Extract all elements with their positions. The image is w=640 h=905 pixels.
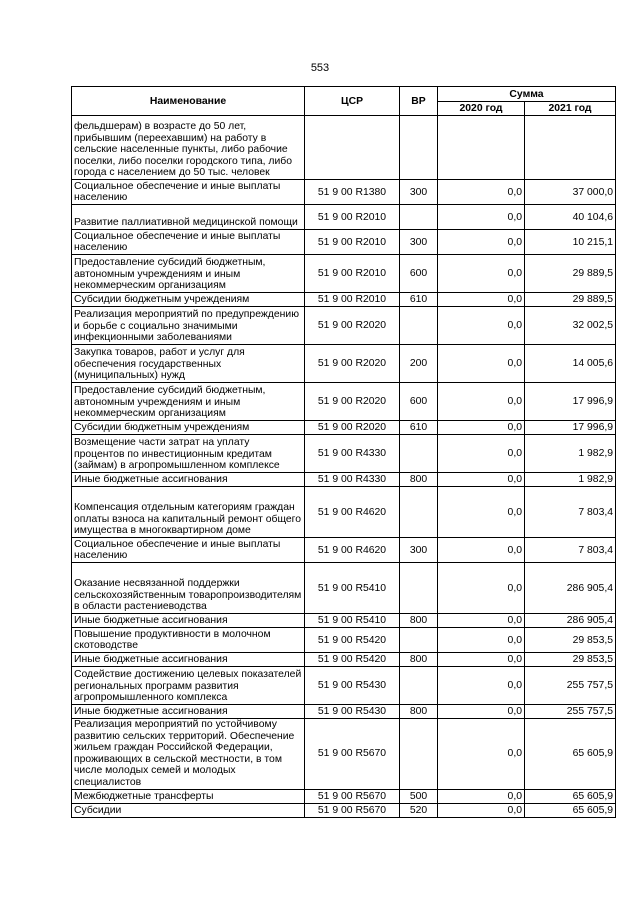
row-amount-2021-cell: 17 996,9 <box>525 383 616 421</box>
row-csr-cell: 51 9 00 R5670 <box>305 789 400 803</box>
row-amount-2021-cell: 29 853,5 <box>525 628 616 653</box>
row-csr-cell: 51 9 00 R4620 <box>305 538 400 563</box>
row-amount-2020-cell: 0,0 <box>438 205 525 230</box>
row-amount-2020-cell: 0,0 <box>438 614 525 628</box>
row-vr-cell: 600 <box>400 383 438 421</box>
row-name-cell: Иные бюджетные ассигнования <box>72 653 305 667</box>
row-name-cell: Оказание несвязанной поддержки сельскохозяйственным товаропроизводителям в области растениеводства <box>72 563 305 614</box>
table-row <box>72 719 616 790</box>
row-amount-2021-cell: 7 803,4 <box>525 487 616 538</box>
row-vr-cell: 610 <box>400 421 438 435</box>
row-amount-2020-cell: 0,0 <box>438 705 525 719</box>
row-name-cell: Закупка товаров, работ и услуг для обеспечения государственных (муниципальных) нужд <box>72 345 305 383</box>
row-vr-cell: 800 <box>400 473 438 487</box>
row-amount-2020-cell: 0,0 <box>438 628 525 653</box>
page-number: 553 <box>310 62 330 74</box>
row-csr-cell: 51 9 00 R4330 <box>305 473 400 487</box>
row-name-cell: Реализация мероприятий по предупреждению и борьбе с социально значимыми инфекционными заболеваниями <box>72 307 305 345</box>
row-csr-cell: 51 9 00 R5430 <box>305 705 400 719</box>
row-amount-2021-cell: 65 605,9 <box>525 719 616 790</box>
table-row <box>72 205 616 230</box>
row-csr-cell: 51 9 00 R2010 <box>305 205 400 230</box>
row-vr-cell: 520 <box>400 803 438 817</box>
header-vr: ВР <box>400 87 438 116</box>
row-amount-2021-cell: 255 757,5 <box>525 667 616 705</box>
row-amount-2020-cell: 0,0 <box>438 180 525 205</box>
row-amount-2020-cell: 0,0 <box>438 563 525 614</box>
row-amount-2020-cell <box>438 116 525 180</box>
row-vr-cell: 300 <box>400 230 438 255</box>
row-name-cell: Иные бюджетные ассигнования <box>72 614 305 628</box>
row-amount-2021-cell: 255 757,5 <box>525 705 616 719</box>
row-name-cell: Предоставление субсидий бюджетным, автономным учреждениям и иным некоммерческим организациям <box>72 383 305 421</box>
row-csr-cell: 51 9 00 R4330 <box>305 435 400 473</box>
row-name-cell: Предоставление субсидий бюджетным, автономным учреждениям и иным некоммерческим организациям <box>72 255 305 293</box>
row-amount-2020-cell: 0,0 <box>438 307 525 345</box>
table-row <box>72 180 616 205</box>
row-name-cell: Компенсация отдельным категориям граждан оплаты взноса на капитальный ремонт общего имущества в многоквартирном доме <box>72 487 305 538</box>
row-csr-cell: 51 9 00 R2010 <box>305 255 400 293</box>
row-csr-cell <box>305 116 400 180</box>
table-body <box>72 116 616 818</box>
row-amount-2020-cell: 0,0 <box>438 421 525 435</box>
table-row <box>72 653 616 667</box>
row-vr-cell <box>400 435 438 473</box>
table-row <box>72 667 616 705</box>
header-year-2021: 2021 год <box>525 102 616 116</box>
row-amount-2020-cell: 0,0 <box>438 293 525 307</box>
table-row <box>72 789 616 803</box>
row-csr-cell: 51 9 00 R5420 <box>305 628 400 653</box>
row-vr-cell <box>400 628 438 653</box>
row-name-cell: Межбюджетные трансферты <box>72 789 305 803</box>
row-csr-cell: 51 9 00 R5430 <box>305 667 400 705</box>
row-vr-cell: 610 <box>400 293 438 307</box>
row-amount-2021-cell: 29 889,5 <box>525 255 616 293</box>
row-amount-2020-cell: 0,0 <box>438 435 525 473</box>
row-amount-2020-cell: 0,0 <box>438 487 525 538</box>
row-amount-2021-cell: 65 605,9 <box>525 803 616 817</box>
row-csr-cell: 51 9 00 R2020 <box>305 345 400 383</box>
row-name-cell: Возмещение части затрат на уплату процентов по инвестиционным кредитам (займам) в агропромышленном комплексе <box>72 435 305 473</box>
table-row <box>72 421 616 435</box>
table-row <box>72 563 616 614</box>
row-csr-cell: 51 9 00 R1380 <box>305 180 400 205</box>
row-csr-cell: 51 9 00 R5670 <box>305 803 400 817</box>
row-csr-cell: 51 9 00 R2020 <box>305 383 400 421</box>
row-vr-cell: 300 <box>400 180 438 205</box>
table-row <box>72 473 616 487</box>
row-name-cell: Реализация мероприятий по устойчивому развитию сельских территорий. Обеспечение жильем граждан Российской Федерации, проживающих в сельской местности, в том числе молодых семей и молодых специалистов <box>72 719 305 790</box>
row-name-cell: Иные бюджетные ассигнования <box>72 705 305 719</box>
row-amount-2020-cell: 0,0 <box>438 255 525 293</box>
row-vr-cell: 800 <box>400 705 438 719</box>
row-csr-cell: 51 9 00 R2020 <box>305 421 400 435</box>
row-amount-2021-cell: 29 853,5 <box>525 653 616 667</box>
header-year-2020: 2020 год <box>438 102 525 116</box>
row-amount-2021-cell: 40 104,6 <box>525 205 616 230</box>
row-amount-2021-cell: 286 905,4 <box>525 614 616 628</box>
row-name-cell: Социальное обеспечение и иные выплаты населению <box>72 180 305 205</box>
row-name-cell: Повышение продуктивности в молочном скотоводстве <box>72 628 305 653</box>
row-name-cell: Иные бюджетные ассигнования <box>72 473 305 487</box>
row-vr-cell <box>400 667 438 705</box>
row-amount-2020-cell: 0,0 <box>438 719 525 790</box>
row-amount-2021-cell: 14 005,6 <box>525 345 616 383</box>
row-amount-2020-cell: 0,0 <box>438 789 525 803</box>
table-row <box>72 628 616 653</box>
row-name-cell: Социальное обеспечение и иные выплаты населению <box>72 230 305 255</box>
row-amount-2021-cell: 32 002,5 <box>525 307 616 345</box>
row-amount-2021-cell: 1 982,9 <box>525 435 616 473</box>
header-csr: ЦСР <box>305 87 400 116</box>
row-csr-cell: 51 9 00 R5670 <box>305 719 400 790</box>
row-csr-cell: 51 9 00 R2010 <box>305 230 400 255</box>
row-amount-2021-cell: 29 889,5 <box>525 293 616 307</box>
row-csr-cell: 51 9 00 R4620 <box>305 487 400 538</box>
header-name: Наименование <box>72 87 305 116</box>
table-row <box>72 255 616 293</box>
row-vr-cell: 800 <box>400 614 438 628</box>
row-vr-cell: 600 <box>400 255 438 293</box>
row-amount-2020-cell: 0,0 <box>438 538 525 563</box>
row-vr-cell: 800 <box>400 653 438 667</box>
row-amount-2020-cell: 0,0 <box>438 383 525 421</box>
row-name-cell: Социальное обеспечение и иные выплаты населению <box>72 538 305 563</box>
table-row <box>72 307 616 345</box>
table-row <box>72 487 616 538</box>
row-name-cell: Субсидии бюджетным учреждениям <box>72 421 305 435</box>
row-vr-cell <box>400 116 438 180</box>
row-vr-cell <box>400 307 438 345</box>
row-amount-2020-cell: 0,0 <box>438 653 525 667</box>
row-amount-2021-cell: 17 996,9 <box>525 421 616 435</box>
row-amount-2021-cell: 37 000,0 <box>525 180 616 205</box>
table-row <box>72 116 616 180</box>
row-amount-2020-cell: 0,0 <box>438 230 525 255</box>
row-name-cell: Содействие достижению целевых показателей региональных программ развития агропромышленного комплекса <box>72 667 305 705</box>
row-amount-2021-cell: 65 605,9 <box>525 789 616 803</box>
row-vr-cell: 200 <box>400 345 438 383</box>
budget-table <box>71 86 616 818</box>
row-csr-cell: 51 9 00 R2020 <box>305 307 400 345</box>
row-amount-2020-cell: 0,0 <box>438 345 525 383</box>
row-name-cell: Субсидии <box>72 803 305 817</box>
table-row <box>72 705 616 719</box>
row-csr-cell: 51 9 00 R5410 <box>305 563 400 614</box>
row-name-cell: Субсидии бюджетным учреждениям <box>72 293 305 307</box>
row-amount-2021-cell: 10 215,1 <box>525 230 616 255</box>
table-row <box>72 803 616 817</box>
table-row <box>72 614 616 628</box>
row-amount-2020-cell: 0,0 <box>438 667 525 705</box>
row-vr-cell <box>400 719 438 790</box>
row-amount-2021-cell: 1 982,9 <box>525 473 616 487</box>
table-row <box>72 293 616 307</box>
table-row <box>72 538 616 563</box>
row-vr-cell: 500 <box>400 789 438 803</box>
row-csr-cell: 51 9 00 R5410 <box>305 614 400 628</box>
row-name-cell: Развитие паллиативной медицинской помощи <box>72 205 305 230</box>
table-row <box>72 345 616 383</box>
row-csr-cell: 51 9 00 R2010 <box>305 293 400 307</box>
table-row <box>72 383 616 421</box>
row-amount-2021-cell: 7 803,4 <box>525 538 616 563</box>
row-vr-cell <box>400 563 438 614</box>
row-amount-2021-cell: 286 905,4 <box>525 563 616 614</box>
row-name-cell: фельдшерам) в возрасте до 50 лет, прибывшим (переехавшим) на работу в сельские населенные пункты, либо рабочие поселки, либо поселки городского типа, либо города с населением до 50 тыс. человек <box>72 116 305 180</box>
row-vr-cell: 300 <box>400 538 438 563</box>
table-row <box>72 230 616 255</box>
row-amount-2020-cell: 0,0 <box>438 803 525 817</box>
row-vr-cell <box>400 487 438 538</box>
header-sum: Сумма <box>438 87 616 102</box>
row-amount-2021-cell <box>525 116 616 180</box>
row-amount-2020-cell: 0,0 <box>438 473 525 487</box>
table-row <box>72 435 616 473</box>
row-vr-cell <box>400 205 438 230</box>
row-csr-cell: 51 9 00 R5420 <box>305 653 400 667</box>
